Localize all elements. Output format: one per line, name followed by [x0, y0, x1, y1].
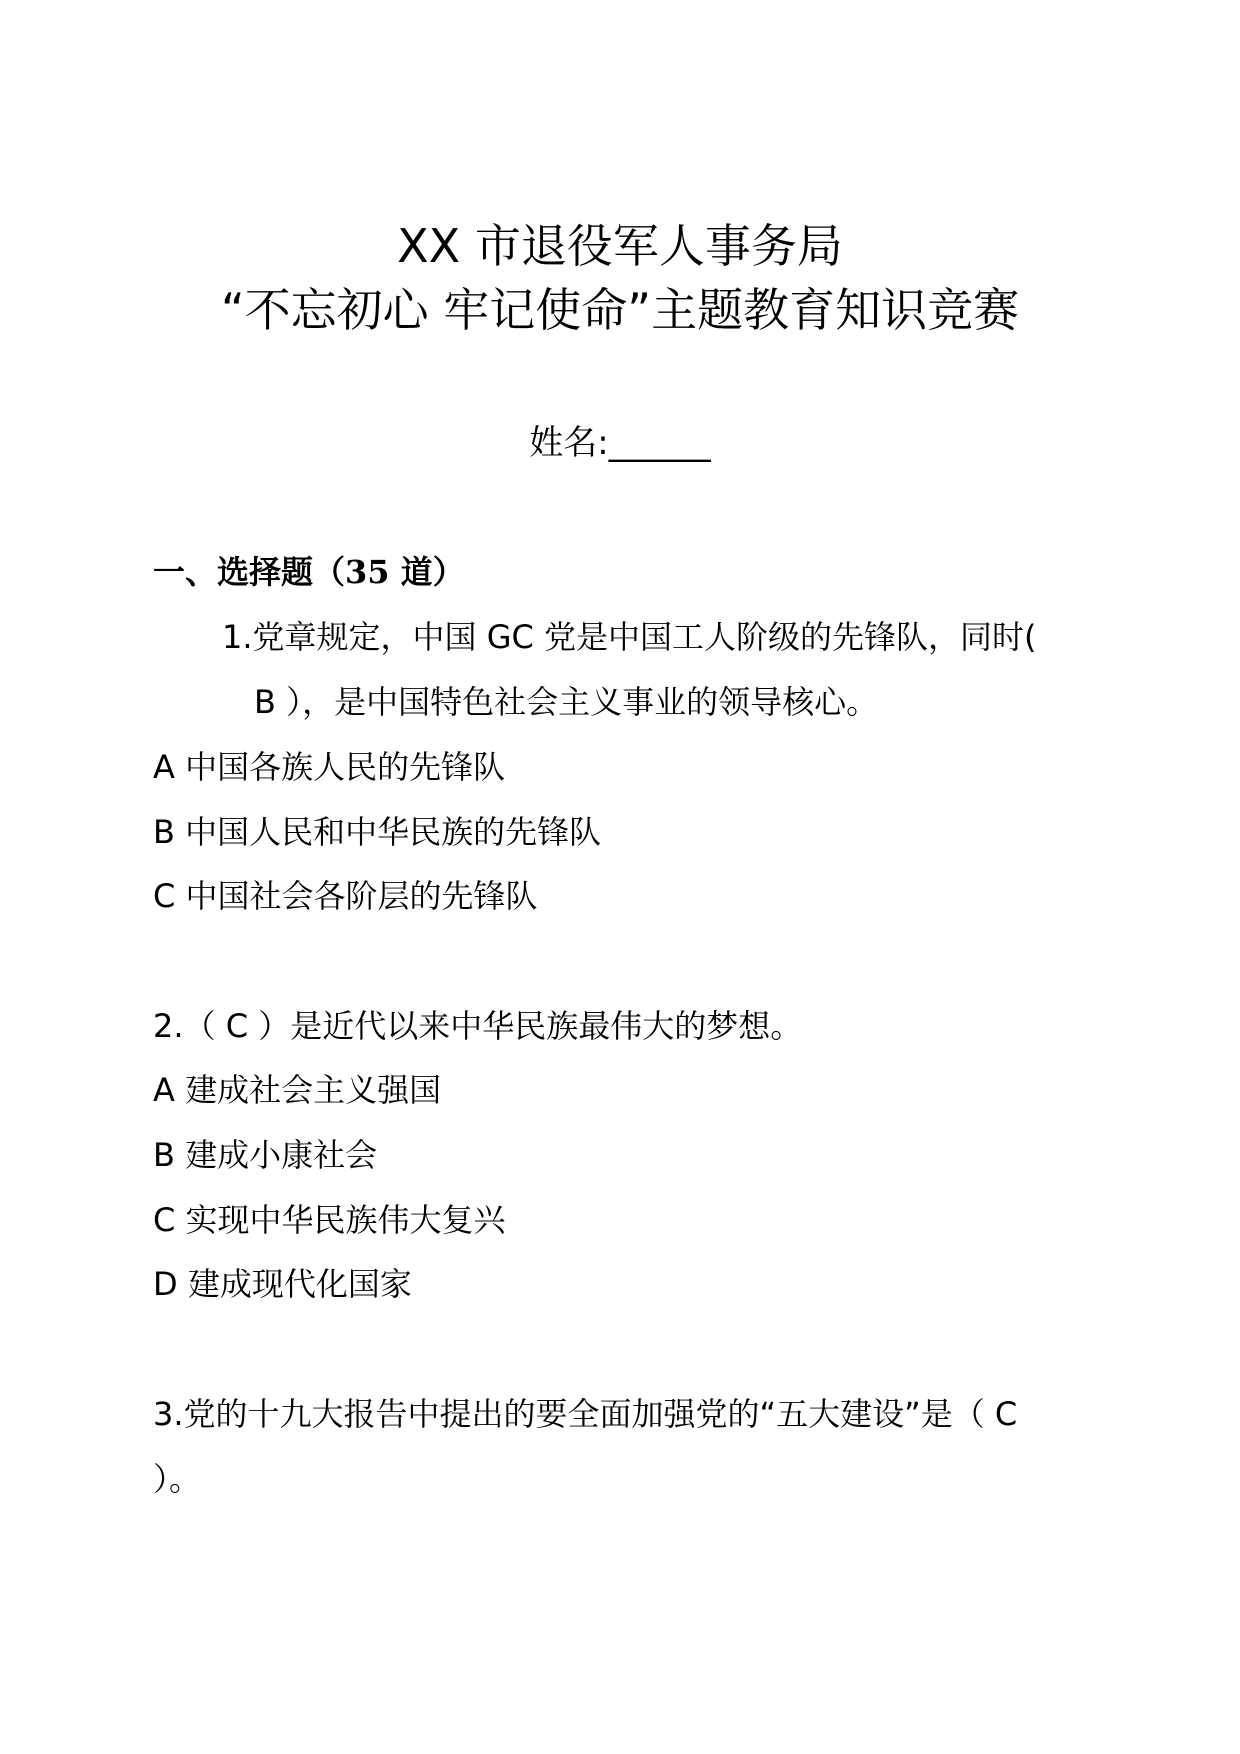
question-2-option-b: B 建成小康社会: [153, 1136, 378, 1174]
question-1-option-c: C 中国社会各阶层的先锋队: [153, 877, 538, 915]
name-blank: ______: [608, 423, 711, 463]
question-2-option-d: D 建成现代化国家: [153, 1265, 412, 1303]
question-1-option-a: A 中国各族人民的先锋队: [153, 748, 506, 786]
question-1-line1: 1.党章规定，中国 GC 党是中国工人阶级的先锋队，同时(: [222, 618, 1037, 656]
name-field: [0, 420, 1240, 466]
question-1-option-b: B 中国人民和中华民族的先锋队: [153, 813, 602, 851]
page-title-line1: XX 市退役军人事务局: [397, 219, 843, 273]
page-title-line2: “不忘初心 牢记使命”主题教育知识竞赛: [220, 283, 1020, 337]
question-2-line1: 2.（ C ）是近代以来中华民族最伟大的梦想。: [153, 1007, 803, 1045]
question-1-line2: B ），是中国特色社会主义事业的领导核心。: [254, 683, 879, 721]
question-2-option-c: C 实现中华民族伟大复兴: [153, 1201, 506, 1239]
section-heading: 一、选择题（35 道）: [153, 553, 465, 591]
question-2-option-a: A 建成社会主义强国: [153, 1071, 442, 1109]
question-3-line2: ）。: [153, 1460, 202, 1498]
name-label: 姓名:: [529, 423, 609, 463]
question-3-line1: 3.党的十九大报告中提出的要全面加强党的“五大建设”是（ C: [153, 1395, 1018, 1433]
